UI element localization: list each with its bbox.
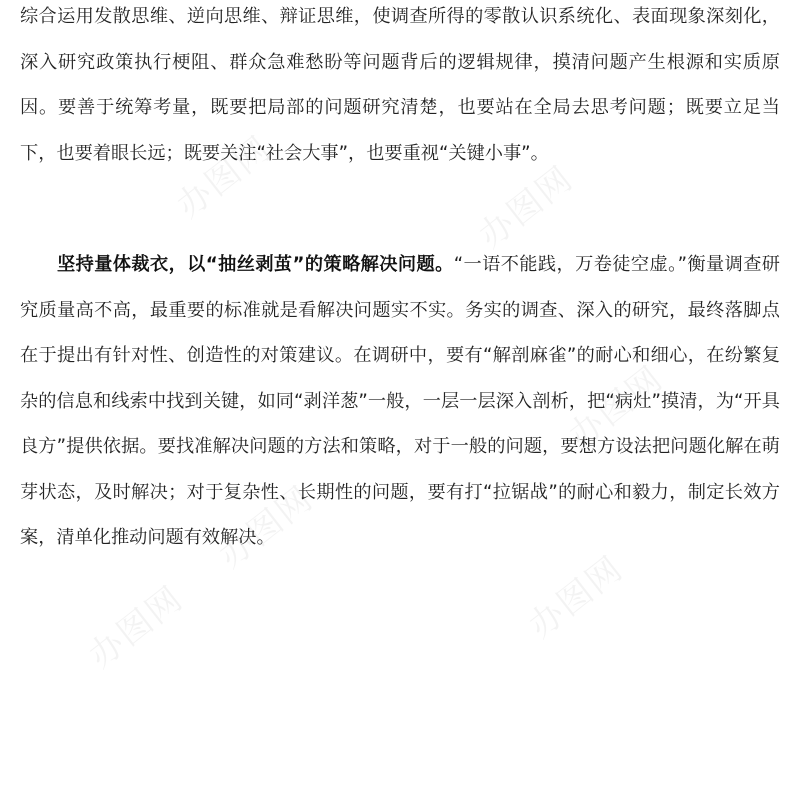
watermark (76, 572, 191, 677)
paragraph-1 (20, 0, 780, 176)
paragraph-2 (20, 242, 780, 561)
paragraph-2-text: “一语不能践，万卷徒空虚。”衡量调查研究质量高不高，最重要的标准就是看解决问题实不实。务实的调查、深入的研究，最终落脚点在于提出有针对性、创造性的对策建议。在调研中，要有“解剖麻雀”的耐心和细心，在纷繁复杂的信息和线索中找到关键，如同“剥洋葱”一般，一层一层深入剖析，把“病灶”摸清，为“开具良方”提供依据。要找准解决问题的方法和策略，对于一般的问题，要想方设法把问题化解在萌芽状态，及时解决；对于复杂性、长期性的问题，要有打“拉锯战”的耐心和毅力，制定长效方案，清单化推动问题有效解决。 (20, 254, 780, 548)
paragraph-2-lead: 坚持量体裁衣，以“抽丝剥茧”的策略解决问题。 (57, 254, 454, 275)
paragraph-1-text: 综合运用发散思维、逆向思维、辩证思维，使调查所得的零散认识系统化、表面现象深刻化，深入研究政策执行梗阻、群众急难愁盼等问题背后的逻辑规律，摸清问题产生根源和实质原因。要善于统筹考量，既要把局部的问题研究清楚，也要站在全局去思考问题；既要立足当下，也要着眼长远；既要关注“社会大事”，也要重视“关键小事”。 (20, 6, 780, 164)
